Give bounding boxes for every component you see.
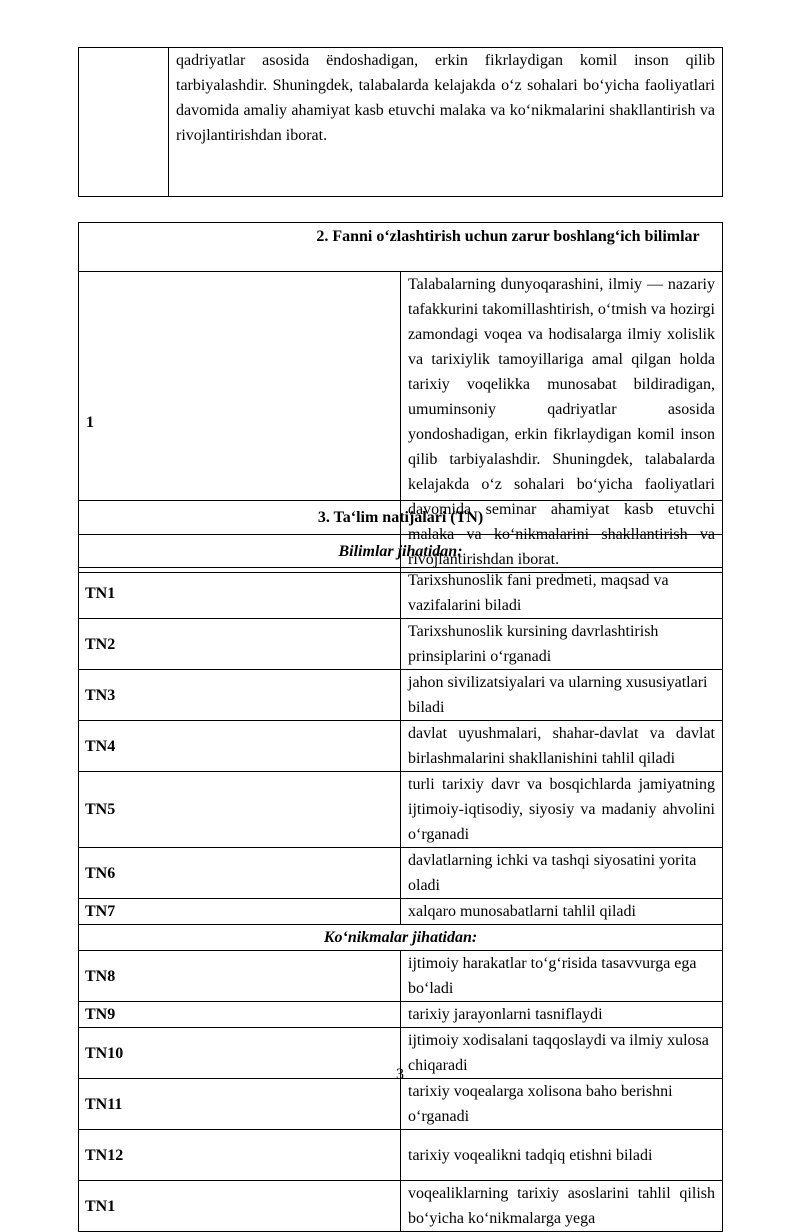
knowledge-heading: Bilimlar jihatidan: — [79, 535, 723, 568]
goals-continuation-table — [78, 47, 723, 197]
table-row — [79, 951, 723, 1002]
prerequisites-text: Talabalarning dunyoqarashini, ilmiy — nazariy tafakkurini takomillashtirish, o‘tmish va hozirgi zamondagi voqea va hodisalarga ilmiy xolislik va tarixiylik tamoyillariga amal qilgan holda tarixiy voqelikka munosabat bildiradigan, umuminsoniy qadriyatlar asosida yondoshadigan, erkin fikrlaydigan komil inson qilib tarbiyalashdir. Shuningdek, talabalarda kelajakda o‘z sohalari bo‘yicha faoliyatlari davomida seminar ahamiyat kasb etuvchi malaka va ko‘nikmalarini shakllantirish va rivojlantirishdan iborat. — [401, 272, 723, 573]
table-row — [79, 899, 723, 925]
outcome-code: TN10 — [79, 1028, 401, 1079]
outcome-code: TN1 — [79, 1181, 401, 1232]
outcome-code: TN2 — [79, 619, 401, 670]
outcome-code: TN8 — [79, 951, 401, 1002]
table-row — [79, 670, 723, 721]
outcome-text: tarixiy voqealarga xolisona baho berishni o‘rganadi — [401, 1079, 723, 1130]
outcome-code: TN12 — [79, 1130, 401, 1181]
outcome-code: TN6 — [79, 848, 401, 899]
table-row — [79, 721, 723, 772]
outcome-code: TN3 — [79, 670, 401, 721]
prerequisites-row-number: 1 — [79, 272, 401, 573]
goals-text: qadriyatlar asosida ёndoshadigan, erkin fikrlaydigan komil inson qilib tarbiyalashdir. Shuningdek, talabalarda kelajakda o‘z sohalari bo‘yicha faoliyatlari davomida amaliy ahamiyat kasb etuvchi malaka va ko‘nikmalarini shakllantirish va rivojlantirishdan iborat. — [169, 48, 723, 197]
outcome-text: davlatlarning ichki va tashqi siyosatini yorita oladi — [401, 848, 723, 899]
table-row — [79, 568, 723, 619]
outcome-code: TN1 — [79, 568, 401, 619]
outcome-text: tarixiy jarayonlarni tasniflaydi — [401, 1002, 723, 1028]
outcome-text: Tarixshunoslik kursining davrlashtirish prinsiplarini o‘rganadi — [401, 619, 723, 670]
table-row — [79, 1130, 723, 1181]
outcome-text: Tarixshunoslik fani predmeti, maqsad va vazifalarini biladi — [401, 568, 723, 619]
table-row — [79, 619, 723, 670]
prerequisites-title: 2. Fanni o‘zlashtirish uchun zarur boshlang‘ich bilimlar — [316, 228, 700, 245]
outcome-code: TN4 — [79, 721, 401, 772]
row-number-cell — [79, 48, 169, 197]
table-row — [79, 1181, 723, 1232]
table-row — [79, 1002, 723, 1028]
learning-outcomes-table — [78, 500, 723, 1232]
outcome-text: tarixiy voqealikni tadqiq etishni biladi — [401, 1130, 723, 1181]
outcome-text: davlat uyushmalari, shahar-davlat va davlat birlashmalarini shakllanishini tahlil qiladi — [401, 721, 723, 772]
outcome-text: xalqaro munosabatlarni tahlil qiladi — [401, 899, 723, 925]
prerequisites-heading-cell — [79, 223, 723, 272]
skills-heading: Ko‘nikmalar jihatidan: — [79, 925, 723, 951]
outcome-text: jahon sivilizatsiyalari va ularning xususiyatlari biladi — [401, 670, 723, 721]
outcome-code: TN5 — [79, 772, 401, 848]
table-row — [79, 848, 723, 899]
page-number: 3 — [396, 1066, 404, 1083]
outcome-text: turli tarixiy davr va bosqichlarda jamiyatning ijtimoiy-iqtisodiy, siyosiy va madaniy ahvolini o‘rganadi — [401, 772, 723, 848]
table-row — [79, 1079, 723, 1130]
outcome-text: ijtimoiy xodisalani taqqoslaydi va ilmiy xulosa chiqaradi — [401, 1028, 723, 1079]
learning-outcomes-title: 3. Ta‘lim natijalari (TN) — [79, 501, 723, 535]
table-row — [79, 772, 723, 848]
outcome-code: TN9 — [79, 1002, 401, 1028]
outcome-text: ijtimoiy harakatlar to‘g‘risida tasavvurga ega bo‘ladi — [401, 951, 723, 1002]
outcome-code: TN11 — [79, 1079, 401, 1130]
outcome-text: voqealiklarning tarixiy asoslarini tahlil qilish bo‘yicha ko‘nikmalarga yega — [401, 1181, 723, 1232]
outcome-code: TN7 — [79, 899, 401, 925]
